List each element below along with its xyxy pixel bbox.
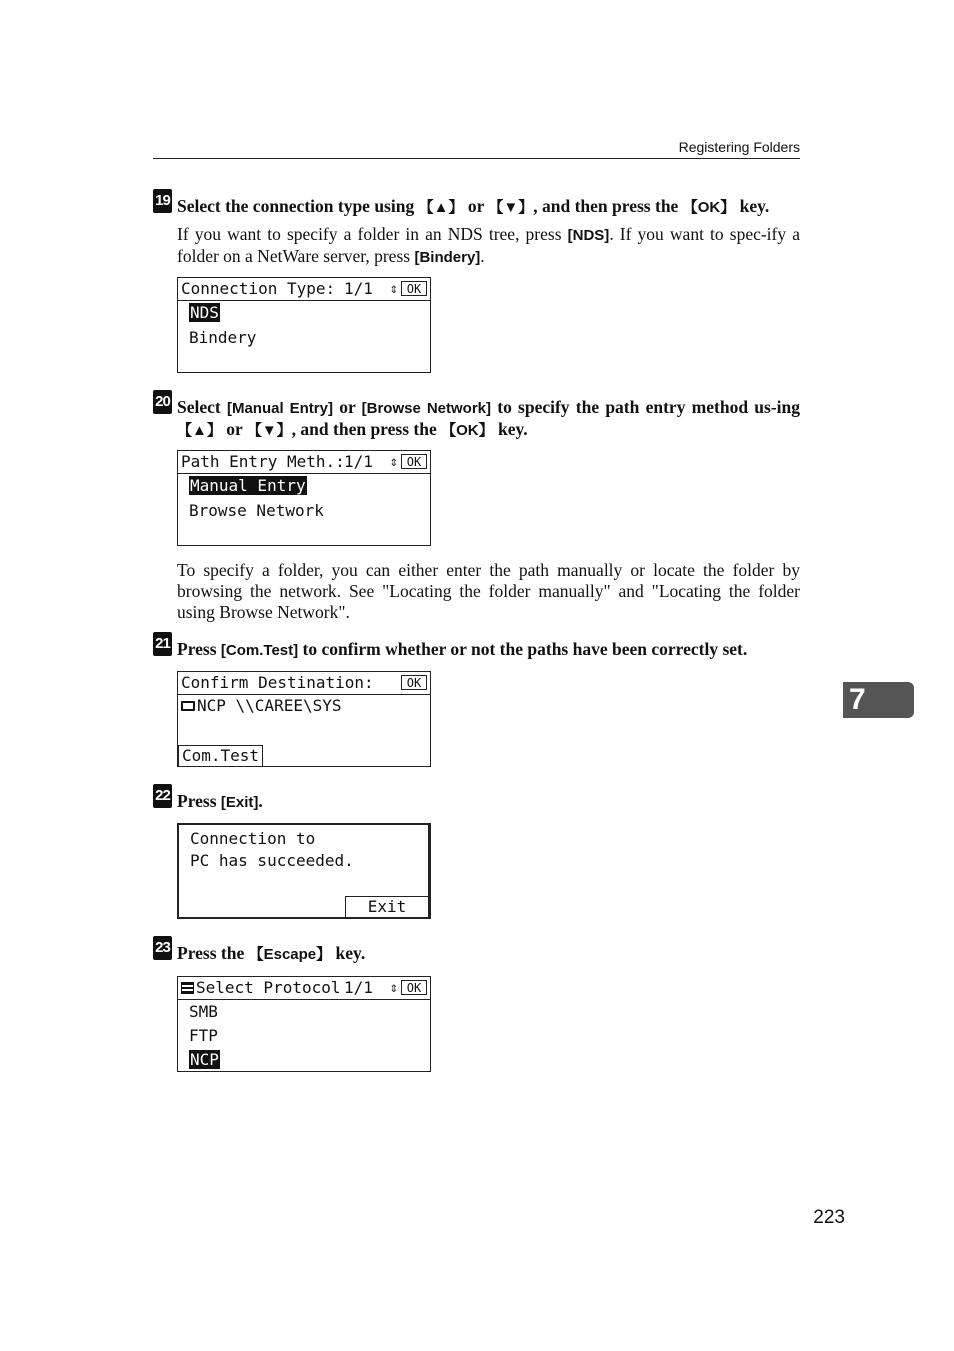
lcd-page-indicator: 1/1 (344, 978, 373, 997)
lcd-option-nds: NDS (190, 303, 219, 322)
page-number: 223 (813, 1207, 845, 1228)
lcd-connection-result (177, 823, 431, 919)
lcd-message-line-2: PC has succeeded. (190, 851, 354, 870)
step-number-20: 20 (153, 390, 172, 414)
step-22-instruction: Press [Exit]. (177, 791, 263, 811)
lcd-title: Connection Type: (178, 278, 430, 301)
lcd-message-line-1: Connection to (190, 829, 316, 848)
step-number-23: 23 (153, 936, 172, 960)
lcd-connection-type (177, 277, 431, 373)
lcd-option-smb: SMB (189, 1002, 218, 1021)
lcd-page-indicator: 1/1 (344, 452, 373, 471)
step-number-19: 19 (153, 189, 172, 213)
lcd-title: Path Entry Meth.: (178, 451, 430, 474)
lcd-destination-path: NCP \\CAREE\SYS (181, 696, 342, 716)
header-rule (153, 158, 800, 159)
ok-key-icon: OK (401, 454, 427, 469)
ok-key-icon: OK (401, 675, 427, 690)
lcd-title: Confirm Destination: (178, 672, 430, 695)
step-19-instruction: Select the connection type using 【▲】 or 【▼】, and then press the 【OK】 key. (177, 196, 770, 216)
list-icon (181, 982, 194, 994)
step-number-22: 22 (153, 784, 172, 808)
lcd-option-browse-network: Browse Network (189, 501, 324, 520)
running-header: Registering Folders (678, 139, 800, 155)
step-number-21: 21 (153, 632, 172, 656)
step-21-instruction: Press [Com.Test] to confirm whether or not the paths have been correctly set. (177, 639, 748, 659)
step-20-note: To specify a folder, you can either enter the path manually or locate the folder by browsing the network. See "Locating the folder manually" and "Locating the folder using Browse Network". (177, 560, 800, 622)
lcd-confirm-destination (177, 671, 431, 767)
up-down-arrows-icon: ⇕ (389, 980, 398, 996)
ok-key-icon: OK (401, 281, 427, 296)
lcd-option-bindery: Bindery (189, 328, 257, 347)
com-test-soft-key: Com.Test (178, 745, 263, 766)
lcd-select-protocol (177, 976, 431, 1072)
lcd-option-ftp: FTP (189, 1026, 218, 1045)
ok-key-icon: OK (401, 980, 427, 995)
step-23-instruction: Press the 【Escape】 key. (177, 943, 366, 963)
lcd-option-ncp: NCP (190, 1050, 219, 1069)
step-19-body: If you want to specify a folder in an NDS tree, press [NDS]. If you want to spec-ify a folder on a NetWare server, press [Bindery]. (177, 224, 801, 266)
lcd-title: Select Protocol (178, 977, 430, 1000)
step-20-instruction: Select [Manual Entry] or [Browse Network] to specify the path entry method us-ing 【▲】 or 【▼】, and then press the 【OK】 key. (177, 397, 800, 439)
lcd-option-manual-entry: Manual Entry (190, 476, 306, 495)
up-down-arrows-icon: ⇕ (389, 281, 398, 297)
folder-icon (181, 701, 195, 711)
lcd-path-entry-method (177, 450, 431, 546)
exit-soft-key: Exit (345, 896, 429, 917)
up-down-arrows-icon: ⇕ (389, 454, 398, 470)
chapter-tab: 7 (843, 682, 914, 718)
lcd-page-indicator: 1/1 (344, 279, 373, 298)
